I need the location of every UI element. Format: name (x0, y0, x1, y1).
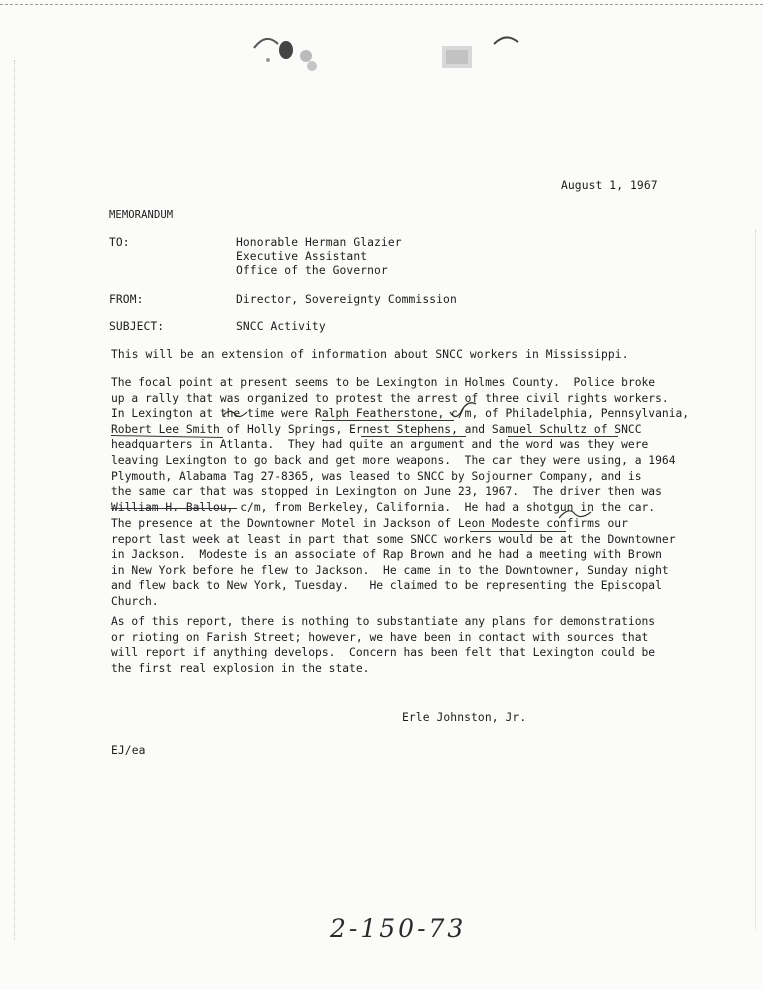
from-value: Director, Sovereignty Commission (236, 293, 457, 306)
paragraph-line: The presence at the Downtowner Motel in Jackson of Leon Modeste confirms our (111, 517, 628, 530)
scan-edge-right (755, 230, 757, 930)
memo-date: August 1, 1967 (561, 179, 658, 192)
to-line-office: Office of the Governor (236, 264, 388, 277)
underline-featherstone (322, 420, 454, 421)
paragraph-line: the first real explosion in the state. (111, 661, 370, 675)
scan-edge-left (14, 60, 16, 940)
paragraph-line: As of this report, there is nothing to substantiate any plans for demonstrations (111, 615, 656, 628)
paragraph-line: in New York before he flew to Jackson. He came in to the Downtowner, Sunday night (111, 563, 669, 577)
paragraph-line: will report if anything develops. Concern has been felt that Lexington could be (111, 646, 656, 660)
paragraph-farish-street (111, 614, 711, 676)
subject-label: SUBJECT: (109, 320, 165, 333)
scan-edge-top (0, 4, 763, 6)
paragraph-line: in Jackson. Modeste is an associate of Rap Brown and he had a meeting with Brown (111, 548, 662, 562)
underline-ballou (111, 508, 237, 509)
handwritten-document-number: 2-150-73 (330, 914, 467, 943)
underline-stephens (361, 436, 466, 437)
check-mark-icon (221, 404, 251, 428)
paragraph-line: William H. Ballou, c/m, from Berkeley, California. He had a shotgun in the car. (111, 500, 656, 514)
stamp-mark-left-icon (246, 30, 326, 80)
subject-value: SNCC Activity (236, 320, 326, 333)
to-label: TO: (109, 236, 130, 249)
paragraph-line: and flew back to New York, Tuesday. He claimed to be representing the Episcopal (111, 579, 662, 593)
paragraph-line: the same car that was stopped in Lexington on June 23, 1967. The driver then was (111, 485, 662, 499)
paragraph-modeste (111, 516, 711, 610)
signature-name: Erle Johnston, Jr. (402, 711, 527, 724)
paragraph-line: or rioting on Farish Street; however, we have been in contact with sources that (111, 630, 649, 644)
paragraph-line: The focal point at present seems to be Lexington in Holmes County. Police broke (111, 376, 656, 389)
paragraph-line: Church. (111, 594, 159, 608)
to-line-name: Honorable Herman Glazier (236, 236, 402, 249)
paragraph-line: Robert Lee Smith of Holly Springs, Ernest Stephens, and Samuel Schultz of SNCC (111, 422, 642, 436)
typist-initials: EJ/ea (111, 744, 146, 757)
paragraph-line: Plymouth, Alabama Tag 27-8365, was leased to SNCC by Sojourner Company, and is (111, 469, 642, 483)
underline-schultz (508, 436, 618, 437)
memo-heading: MEMORANDUM (109, 209, 174, 221)
paragraph-line: In Lexington at the time were Ralph Featherstone, c/m, of Philadelphia, Pennsylvania, (111, 407, 690, 421)
paragraph-line: report last week at least in part that some SNCC workers would be at the Downtowner (111, 532, 676, 546)
to-line-title: Executive Assistant (236, 250, 368, 263)
paragraph-line: up a rally that was organized to protest the arrest of three civil rights workers. (111, 391, 669, 405)
intro-sentence: This will be an extension of information about SNCC workers in Mississippi. (111, 348, 629, 361)
check-mark-icon (446, 398, 486, 428)
from-label: FROM: (109, 293, 144, 306)
paragraph-line: leaving Lexington to go back and get more weapons. The car they were using, a 1964 (111, 453, 676, 467)
paragraph-line: headquarters in Atlanta. They had quite an argument and the word was they were (111, 438, 649, 452)
paragraph-lexington (111, 375, 711, 515)
stamp-mark-right-icon (438, 34, 528, 80)
